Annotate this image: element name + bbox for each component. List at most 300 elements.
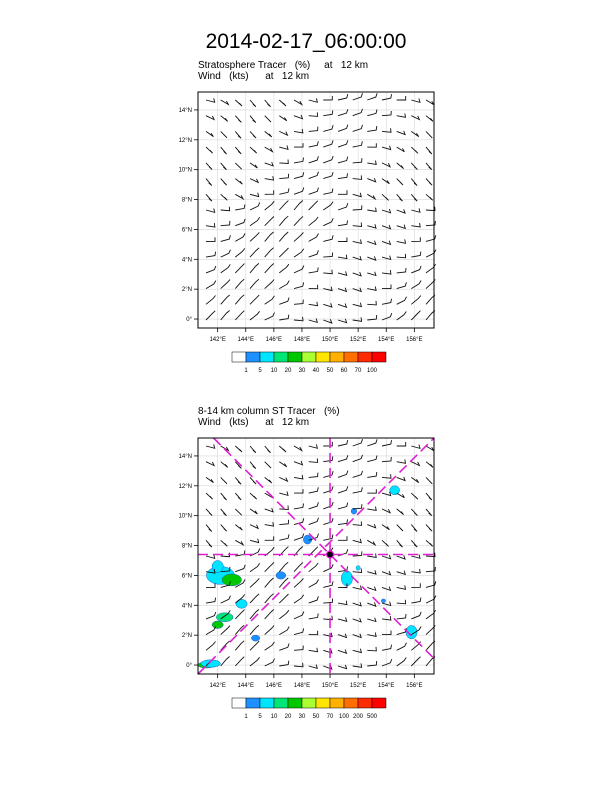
wind-barb [323,96,332,100]
y-tick-label: 8°N [181,543,192,550]
colorbar-swatch [274,352,288,362]
wind-barb [367,524,375,528]
wind-barb [221,493,227,500]
wind-barb [250,446,256,453]
colorbar-label: 50 [312,714,320,720]
wind-barb [397,297,407,305]
wind-barb [265,578,274,587]
wind-barb [426,462,433,468]
colorbar-label: 10 [270,368,278,374]
wind-barb [235,610,244,619]
wind-barb [367,439,377,446]
wind-barb [397,442,406,446]
colorbar-swatch [358,698,372,708]
x-tick-label: 156°E [406,683,423,689]
wind-barb [397,312,407,321]
wind-barb [206,194,212,201]
wind-barb [411,612,421,619]
wind-barb [294,143,303,147]
y-tick-label: 4°N [181,257,192,264]
wind-barb [397,540,403,547]
wind-barb [397,113,406,117]
wind-barb [309,250,319,257]
wind-barb [323,218,333,225]
wind-barb [265,536,274,540]
colorbar-label: 5 [258,368,262,374]
map-frame [198,92,434,328]
wind-barb [309,580,319,588]
colorbar-label: 1 [244,368,248,374]
x-tick-label: 156°E [406,337,423,343]
colorbar-swatch [260,352,274,362]
wind-barb [250,193,259,197]
wind-barb [338,94,348,100]
wind-barb [265,264,274,273]
colorbar-swatch [288,352,302,362]
wind-barb [265,594,274,603]
wind-barb [353,551,362,556]
x-tick-label: 152°E [349,683,367,689]
wind-barb [221,250,231,257]
wind-barb [235,194,243,199]
colorbar [232,352,386,374]
wind-barb [353,193,362,197]
wind-barb [235,446,242,452]
wind-barb [338,634,347,638]
wind-barb [426,131,432,138]
x-tick-label: 154°E [378,683,395,689]
x-tick-label: 150°E [321,683,339,689]
wind-barb [279,174,288,179]
wind-barb [294,172,304,178]
wind-barb [279,146,288,150]
wind-barb [397,571,406,575]
wind-barb [279,534,289,540]
wind-barb [279,160,288,164]
wind-barb [323,140,333,147]
wind-barb [206,209,215,213]
wind-barb [221,525,227,532]
wind-barb [250,263,259,273]
y-tick-label: 0° [186,663,192,670]
wind-barb [397,239,406,243]
wind-barb [235,641,244,651]
wind-barb [411,208,420,212]
wind-barb [411,237,420,241]
colorbar-swatch [372,698,386,708]
colorbar-swatch [260,698,274,708]
x-tick-label: 152°E [349,337,367,343]
wind-barb [309,98,318,102]
wind-barb [353,223,362,227]
wind-barb [206,311,215,320]
wind-barb [367,540,375,545]
wind-barb [367,208,376,212]
wind-barb [206,98,215,102]
wind-barb [353,634,362,638]
wind-barb [323,253,332,258]
colorbar-swatch [316,352,330,362]
wind-barb [221,462,228,468]
wind-barb [265,116,271,122]
wind-barb [411,99,420,103]
wind-barb [309,188,319,195]
wind-barb [367,570,376,574]
wind-barb [382,440,392,446]
wind-barb [221,131,227,137]
wind-barb [279,232,288,241]
wind-barb [367,224,376,228]
wind-barb [206,493,213,499]
wind-barb [265,508,273,512]
wind-barb [250,462,256,469]
wind-barb [353,487,363,493]
wind-barb [367,110,377,116]
wind-barb [279,100,286,106]
wind-barb [323,110,333,115]
wind-barb [397,555,405,559]
wind-barb [367,647,376,651]
colorbar-swatch [372,352,386,362]
wind-barb [250,295,259,304]
wind-barb [294,612,304,619]
wind-barb [382,645,392,651]
colorbar-label: 40 [312,368,320,374]
colorbar-label: 20 [284,368,292,374]
wind-barb [338,255,347,259]
colorbar-label: 200 [352,714,364,720]
y-tick-label: 0° [186,317,192,324]
wind-barb [426,493,432,500]
colorbar-label: 1 [244,714,248,720]
wind-barb [250,311,260,320]
colorbar-label: 70 [326,714,334,720]
colorbar-swatch [358,352,372,362]
wind-barb [250,203,260,211]
wind-barb [367,489,376,493]
tracer-patch [212,560,223,572]
wind-barb [206,598,216,603]
wind-barb [206,525,212,532]
wind-barb [323,270,332,274]
wind-barb [235,163,241,169]
wind-barb [426,100,434,105]
wind-barb [338,617,347,621]
y-tick-label: 14°N [178,453,192,460]
wind-barb [397,658,407,667]
cross-section-lines [198,438,434,674]
wind-barb [279,462,286,467]
wind-barb [265,296,275,304]
wind-barb [411,569,420,573]
panel1-subtitle-line1: Stratosphere Tracer (%) at 12 km [198,60,369,71]
wind-barb [250,539,259,543]
wind-barb [397,179,403,185]
wind-barb [206,131,213,136]
wind-barb [411,116,419,120]
wind-barb [265,100,271,107]
wind-barb [265,190,274,194]
wind-barb [338,650,347,654]
wind-barb [265,522,274,526]
wind-barb [338,140,348,147]
wind-barb [309,648,318,652]
wind-barb [235,279,244,288]
x-tick-label: 146°E [265,683,283,689]
wind-barb [235,525,242,531]
wind-barb [367,178,375,182]
wind-barb [426,179,432,186]
wind-barb [265,201,275,210]
wind-barb [250,100,256,107]
wind-barb [397,525,403,531]
wind-barb [206,281,216,289]
wind-barb [323,156,333,163]
wind-barb [294,489,303,493]
wind-barb [235,509,241,515]
wind-barb [353,539,362,543]
wind-barb [235,264,244,273]
wind-barb [265,642,275,650]
wind-barb [250,217,260,225]
wind-barb [265,563,274,572]
y-tick-label: 12°N [178,137,192,144]
wind-barb [265,446,271,453]
tracer-patch [222,574,242,586]
wind-barb [206,612,216,619]
wind-barb [221,596,231,603]
wind-barb [353,618,361,622]
wind-barb [279,627,289,635]
colorbar-label: 60 [340,368,348,374]
wind-barb [250,625,259,634]
wind-barb [235,205,245,211]
wind-barb [353,471,363,478]
y-tick-label: 10°N [178,167,192,174]
wind-barb [279,520,288,525]
wind-barb [353,521,362,525]
wind-barb [397,131,405,135]
wind-barb [323,189,333,195]
wind-barb [235,477,241,484]
grid-lines [198,92,434,328]
wind-barb [367,241,376,245]
panel2-subtitle-line1: 8-14 km column ST Tracer (%) [198,406,340,417]
wind-barb [323,502,333,509]
wind-barb [338,519,348,524]
wind-barb [323,616,332,620]
wind-barb [279,216,288,226]
wind-barb [294,475,303,479]
wind-barb [367,93,377,100]
wind-barb [235,565,245,572]
wind-barb [279,248,288,257]
wind-barb [250,179,258,183]
cross-section-line [198,438,434,674]
wind-barb [426,116,433,122]
wind-barb [338,288,347,292]
wind-barb [426,147,432,154]
y-tick-label: 6°N [181,227,192,234]
wind-barb [367,507,376,511]
tracer-patch [212,621,223,628]
wind-barb [397,614,406,619]
wind-barb [309,487,319,493]
wind-barb [397,194,403,201]
tracer-patch [276,572,286,579]
wind-barb [265,626,274,635]
wind-barb [367,472,377,477]
wind-barb [338,440,348,446]
wind-barb [294,201,303,211]
wind-barb [411,311,420,320]
wind-barb [279,477,287,481]
colorbar [232,698,386,720]
wind-barb [265,176,274,180]
wind-barb [235,295,244,305]
wind-barb [397,96,406,100]
wind-barb [338,319,347,323]
wind-barb [265,477,272,483]
y-tick-label: 2°N [181,633,192,640]
wind-barb [309,444,318,448]
colorbar-swatch [232,352,246,362]
wind-barb [323,456,333,461]
wind-barb [411,223,420,227]
wind-barb [367,633,376,637]
wind-barb [367,272,376,276]
wind-barb [397,585,406,589]
wind-barb [206,252,216,257]
wind-barb [338,304,347,308]
y-tick-label: 12°N [178,483,192,490]
wind-barb [279,492,288,496]
wind-barb [367,602,376,606]
panel2-subtitle-line2: Wind (kts) at 12 km [198,417,310,428]
wind-barb [309,596,319,603]
wind-barb [411,598,421,604]
wind-barb [279,131,287,135]
y-tick-label: 8°N [181,197,192,204]
colorbar-label: 30 [298,714,306,720]
wind-barb [338,503,348,509]
wind-barb [221,477,227,483]
wind-barb [338,665,347,669]
wind-barb [294,562,303,571]
wind-barb [250,563,260,571]
y-tick-label: 10°N [178,513,192,520]
wind-barbs [206,93,436,323]
wind-barb [265,248,274,257]
wind-barb [279,610,289,619]
wind-barb [353,439,363,446]
tracer-patch [216,613,233,622]
wind-barb [382,299,392,305]
wind-barb [338,238,347,242]
colorbar-label: 5 [258,714,262,720]
wind-barb [206,237,215,241]
wind-barb [309,473,318,478]
wind-barb [309,302,318,306]
wind-barb [206,462,214,466]
x-tick-label: 150°E [321,337,339,343]
colorbar-swatch [302,698,316,708]
wind-barb [323,599,332,604]
y-tick-label: 4°N [181,603,192,610]
wind-barb [221,280,230,289]
wind-barb [250,493,257,499]
wind-barb [221,221,230,226]
wind-barb [206,444,215,448]
wind-barb [367,287,376,291]
wind-barb [206,540,212,547]
wind-barb [353,586,362,590]
colorbar-label: 100 [366,368,378,374]
wind-barb [279,298,289,305]
wind-barb [309,614,319,619]
wind-barb [250,477,256,484]
wind-barb [279,446,286,452]
wind-barb [367,256,376,260]
tracer-patch [390,486,400,495]
wind-barb [323,471,333,477]
x-tick-label: 148°E [293,337,311,343]
tracer-patch [236,599,247,608]
y-tick-label: 2°N [181,287,192,294]
wind-barb [338,173,348,178]
wind-barb [279,594,288,603]
wind-barb [426,477,432,484]
wind-barb [206,642,216,651]
x-tick-label: 146°E [265,337,283,343]
wind-barb [309,285,318,289]
wind-barb [323,564,333,571]
wind-barb [338,157,348,163]
wind-barb [323,235,333,241]
wind-barb [338,190,347,194]
wind-barb [367,587,376,591]
wind-barb [323,202,333,210]
wind-barb [235,219,245,226]
wind-barb [411,266,421,273]
colorbar-swatch [344,352,358,362]
wind-barb [411,281,421,289]
wind-barb [323,303,332,307]
wind-barb [309,156,319,163]
wind-barb [353,649,362,653]
wind-barb [338,125,348,132]
x-tick-label: 144°E [237,683,254,689]
wind-barb [206,163,212,170]
wind-barb [221,116,228,122]
wind-barb [206,179,212,186]
wind-barb [338,536,347,540]
wind-barb [294,188,304,195]
wind-barb [250,525,258,529]
wind-barb [309,631,318,635]
wind-barb [397,254,406,258]
wind-barb [353,240,362,244]
wind-barb [323,125,333,131]
wind-barb [206,147,213,153]
wind-barb [250,116,256,123]
wind-barb [235,116,241,123]
colorbar-swatch [246,698,260,708]
x-tick-label: 142°E [209,683,226,689]
wind-barb [279,116,286,121]
wind-barb [323,172,333,179]
wind-barb [338,220,348,225]
